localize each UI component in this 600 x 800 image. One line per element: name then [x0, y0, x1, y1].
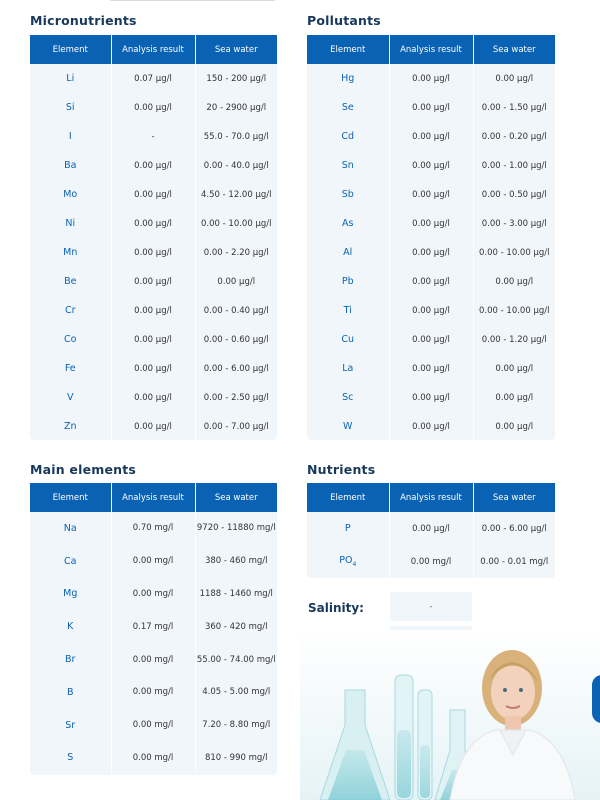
- analysis-result: 0.00 µg/l: [111, 296, 195, 325]
- sea-water-range: 0.00 - 0.40 µg/l: [203, 305, 269, 316]
- table-row: [307, 209, 555, 238]
- pollutants-panel: [307, 35, 555, 440]
- sea-water-range: 0.00 - 10.00 µg/l: [479, 305, 550, 316]
- analysis-result: 0.00 µg/l: [111, 180, 195, 209]
- main-elements-section: [30, 461, 280, 479]
- micronutrients-title: Micronutrients: [30, 13, 137, 28]
- analysis-result: 0.00 µg/l: [389, 122, 473, 151]
- analysis-result: 0.00 µg/l: [111, 325, 195, 354]
- table-row: [307, 93, 555, 122]
- sea-water-range: 55.0 - 70.0 µg/l: [203, 131, 269, 142]
- table-row: [307, 545, 555, 578]
- header-element: Element: [307, 483, 389, 512]
- analysis-result: 0.00 µg/l: [389, 180, 473, 209]
- main-elements-rows: [30, 512, 277, 774]
- table-row: [30, 545, 277, 578]
- table-row: [30, 383, 277, 412]
- element-symbol: Sc: [307, 383, 389, 412]
- table-row: [30, 93, 277, 122]
- table-row: [307, 151, 555, 180]
- element-symbol: S: [30, 742, 111, 775]
- element-symbol: Fe: [30, 354, 111, 383]
- analysis-result: 0.00 µg/l: [389, 383, 473, 412]
- header-analysis: Analysis result: [389, 35, 473, 64]
- analysis-result: 0.07 µg/l: [111, 64, 195, 93]
- analysis-result: 0.00 µg/l: [389, 512, 473, 545]
- lab-illustration: [300, 630, 600, 800]
- sea-water-range: 9720 - 11880 mg/l: [196, 523, 276, 534]
- sea-water-range: 0.00 - 1.20 µg/l: [481, 334, 547, 345]
- table-row: [30, 354, 277, 383]
- main-elements-panel: [30, 483, 277, 775]
- table-row: [30, 676, 277, 709]
- analysis-result: 0.00 µg/l: [389, 93, 473, 122]
- element-symbol: Sb: [307, 180, 389, 209]
- sea-water-range: 0.00 - 0.50 µg/l: [481, 189, 547, 200]
- sea-water-range: 380 - 460 mg/l: [204, 556, 268, 567]
- table-row: [30, 238, 277, 267]
- table-row: [307, 325, 555, 354]
- element-symbol: Co: [30, 325, 111, 354]
- element-symbol: V: [30, 383, 111, 412]
- sea-water-range: 0.00 - 40.0 µg/l: [203, 160, 269, 171]
- element-symbol: Zn: [30, 412, 111, 441]
- element-symbol: Ba: [30, 151, 111, 180]
- element-subscript: 4: [352, 560, 357, 568]
- analysis-result: 0.00 µg/l: [389, 238, 473, 267]
- scientist-lab-image: [300, 630, 600, 800]
- analysis-result: 0.00 µg/l: [111, 151, 195, 180]
- sea-water-range: 0.00 - 0.20 µg/l: [481, 131, 547, 142]
- element-symbol: Ti: [307, 296, 389, 325]
- top-divider: [110, 0, 275, 1]
- analysis-result: 0.00 mg/l: [111, 643, 195, 676]
- table-row: [30, 209, 277, 238]
- sea-water-range: 7.20 - 8.80 mg/l: [202, 720, 271, 731]
- header-element: Element: [307, 35, 389, 64]
- sea-water-range: 0.00 - 10.00 µg/l: [479, 247, 550, 258]
- element-symbol: Hg: [307, 64, 389, 93]
- analysis-result: 0.00 mg/l: [111, 742, 195, 775]
- analysis-result: 0.00 µg/l: [111, 354, 195, 383]
- header-element: Element: [30, 35, 111, 64]
- element-symbol: Mo: [30, 180, 111, 209]
- sea-water-range: 1188 - 1460 mg/l: [199, 588, 273, 599]
- sea-water-range: 0.00 - 1.50 µg/l: [481, 102, 547, 113]
- sea-water-range: 0.00 µg/l: [495, 363, 534, 374]
- element-symbol: Cu: [307, 325, 389, 354]
- table-row: [307, 122, 555, 151]
- pollutants-table: [307, 35, 555, 441]
- element-symbol: B: [30, 676, 111, 709]
- analysis-result: 0.00 mg/l: [111, 545, 195, 578]
- sea-water-range: 0.00 - 6.00 µg/l: [203, 363, 269, 374]
- sea-water-range: 0.00 µg/l: [495, 421, 534, 432]
- table-row: [307, 296, 555, 325]
- table-row: [30, 325, 277, 354]
- table-row: [307, 412, 555, 441]
- table-row: [30, 610, 277, 643]
- element-symbol: Na: [30, 512, 111, 545]
- sea-water-range: 0.00 µg/l: [217, 276, 256, 287]
- element-symbol: As: [307, 209, 389, 238]
- sea-water-range: 0.00 - 2.50 µg/l: [203, 392, 269, 403]
- micronutrients-panel: [30, 35, 277, 440]
- table-row: [30, 151, 277, 180]
- main-elements-title: Main elements: [30, 462, 137, 477]
- table-row: [307, 238, 555, 267]
- sea-water-range: 0.00 - 3.00 µg/l: [481, 218, 547, 229]
- pollutants-rows: [307, 64, 555, 441]
- salinity-label: Salinity:: [308, 601, 364, 615]
- table-row: [307, 354, 555, 383]
- analysis-result: -: [111, 122, 195, 151]
- pollutants-title: Pollutants: [307, 13, 381, 28]
- element-symbol: Mn: [30, 238, 111, 267]
- analysis-result: 0.00 mg/l: [111, 676, 195, 709]
- analysis-result: 0.00 µg/l: [389, 412, 473, 441]
- table-row: [30, 742, 277, 775]
- table-row: [30, 180, 277, 209]
- sea-water-range: 0.00 µg/l: [495, 392, 534, 403]
- table-row: [307, 180, 555, 209]
- table-row: [30, 512, 277, 545]
- sea-water-range: 360 - 420 mg/l: [204, 621, 268, 632]
- element-symbol: Li: [30, 64, 111, 93]
- sea-water-range: 4.05 - 5.00 mg/l: [202, 687, 271, 698]
- nutrients-table: [307, 483, 555, 578]
- element-symbol: $PO_4$: [307, 545, 389, 578]
- table-row: [30, 64, 277, 93]
- element-symbol: Cd: [307, 122, 389, 151]
- nutrients-panel: [307, 483, 555, 578]
- pollutants-section: [307, 12, 557, 30]
- element-symbol: Se: [307, 93, 389, 122]
- element-symbol: Si: [30, 93, 111, 122]
- analysis-result: 0.00 µg/l: [389, 325, 473, 354]
- element-symbol: W: [307, 412, 389, 441]
- analysis-result: 0.00 µg/l: [111, 412, 195, 441]
- analysis-result: 0.70 mg/l: [111, 512, 195, 545]
- side-tab-button[interactable]: [592, 675, 600, 723]
- sea-water-range: 0.00 - 6.00 µg/l: [481, 523, 547, 534]
- header-element: Element: [30, 483, 111, 512]
- table-row: [30, 578, 277, 611]
- element-symbol: Al: [307, 238, 389, 267]
- analysis-result: 0.17 mg/l: [111, 610, 195, 643]
- analysis-result: 0.00 µg/l: [389, 64, 473, 93]
- sea-water-range: 0.00 - 1.00 µg/l: [481, 160, 547, 171]
- table-row: [30, 709, 277, 742]
- analysis-result: 0.00 µg/l: [111, 238, 195, 267]
- analysis-result: 0.00 µg/l: [389, 296, 473, 325]
- sea-water-range: 0.00 - 0.01 mg/l: [480, 556, 549, 567]
- micronutrients-table: [30, 35, 277, 441]
- table-row: [307, 267, 555, 296]
- table-row: [307, 512, 555, 545]
- sea-water-range: 150 - 200 µg/l: [206, 73, 267, 84]
- sea-water-range: 0.00 - 7.00 µg/l: [203, 421, 269, 432]
- element-symbol: Sr: [30, 709, 111, 742]
- table-row: [307, 383, 555, 412]
- sea-water-range: 20 - 2900 µg/l: [206, 102, 267, 113]
- element-symbol: Ni: [30, 209, 111, 238]
- element-symbol: Mg: [30, 578, 111, 611]
- element-symbol: Sn: [307, 151, 389, 180]
- sea-water-range: 0.00 - 0.60 µg/l: [203, 334, 269, 345]
- analysis-result: 0.00 µg/l: [111, 383, 195, 412]
- element-symbol: La: [307, 354, 389, 383]
- sea-water-range: 0.00 - 10.00 µg/l: [201, 218, 272, 229]
- sea-water-range: 0.00 µg/l: [495, 276, 534, 287]
- table-row: [30, 122, 277, 151]
- nutrients-rows: [307, 512, 555, 578]
- table-row: [30, 296, 277, 325]
- header-analysis: Analysis result: [111, 35, 195, 64]
- element-symbol: Be: [30, 267, 111, 296]
- element-symbol: Ca: [30, 545, 111, 578]
- header-sea-water: Sea water: [195, 35, 277, 64]
- analysis-result: 0.00 µg/l: [389, 151, 473, 180]
- table-row: [30, 643, 277, 676]
- salinity-value: -: [390, 592, 472, 621]
- header-sea-water: Sea water: [473, 483, 555, 512]
- analysis-result: 0.00 mg/l: [111, 578, 195, 611]
- nutrients-section: [307, 461, 557, 479]
- sea-water-range: 0.00 - 2.20 µg/l: [203, 247, 269, 258]
- sea-water-range: 4.50 - 12.00 µg/l: [201, 189, 272, 200]
- analysis-result: 0.00 µg/l: [111, 93, 195, 122]
- element-symbol: P: [307, 512, 389, 545]
- header-analysis: Analysis result: [389, 483, 473, 512]
- element-symbol: K: [30, 610, 111, 643]
- table-row: [30, 267, 277, 296]
- analysis-result: 0.00 mg/l: [389, 545, 473, 578]
- analysis-result: 0.00 µg/l: [389, 354, 473, 383]
- analysis-result: 0.00 µg/l: [389, 209, 473, 238]
- table-row: [30, 412, 277, 441]
- header-sea-water: Sea water: [195, 483, 277, 512]
- element-symbol: Pb: [307, 267, 389, 296]
- analysis-result: 0.00 µg/l: [111, 209, 195, 238]
- micronutrients-rows: [30, 64, 277, 441]
- analysis-result: 0.00 mg/l: [111, 709, 195, 742]
- analysis-result: 0.00 µg/l: [111, 267, 195, 296]
- nutrients-title: Nutrients: [307, 462, 376, 477]
- analysis-result: 0.00 µg/l: [389, 267, 473, 296]
- element-symbol: Br: [30, 643, 111, 676]
- sea-water-range: 0.00 µg/l: [495, 73, 534, 84]
- sea-water-range: 810 - 990 mg/l: [204, 752, 268, 763]
- micronutrients-section: [30, 12, 280, 30]
- header-sea-water: Sea water: [473, 35, 555, 64]
- element-symbol: Cr: [30, 296, 111, 325]
- main-elements-table: [30, 483, 277, 774]
- header-analysis: Analysis result: [111, 483, 195, 512]
- sea-water-range: 55.00 - 74.00 mg/l: [196, 654, 276, 665]
- element-symbol: I: [30, 122, 111, 151]
- table-row: [307, 64, 555, 93]
